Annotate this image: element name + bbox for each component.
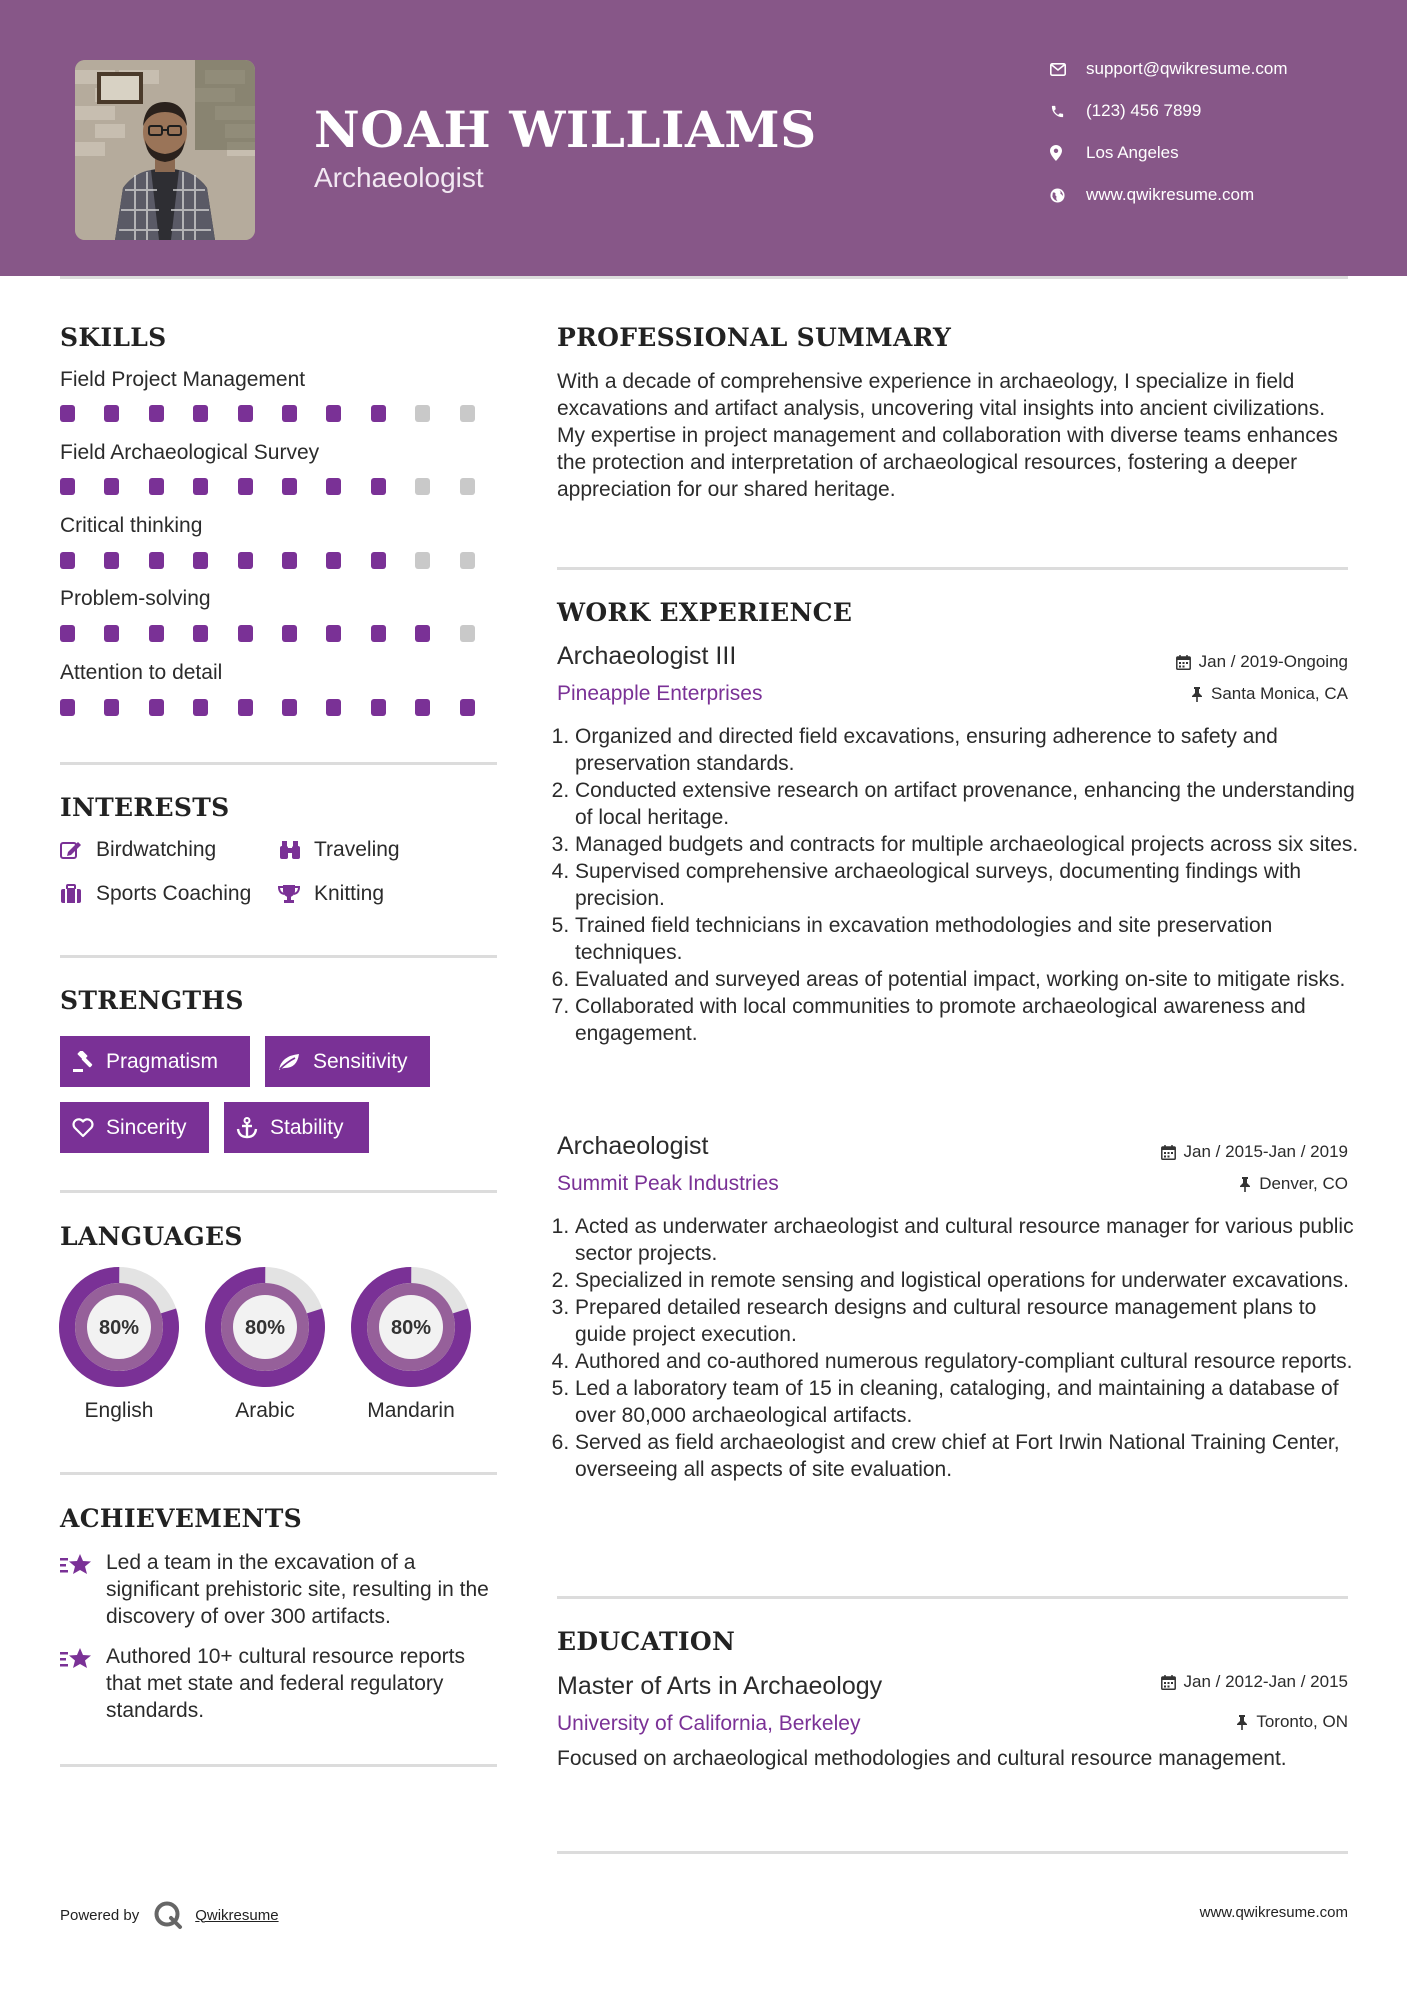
strength-tag [224, 1102, 369, 1153]
skill-rating [60, 405, 500, 423]
duty-item: 5. Trained field technicians in excavation methodologies and site preservation techniques. [575, 912, 1365, 966]
duty-item: 4. Supervised comprehensive archaeological surveys, documenting findings with precision. [575, 858, 1365, 912]
strength-label: Sincerity [106, 1115, 187, 1139]
strength-tag [60, 1102, 209, 1153]
skills-heading: SKILLS [60, 323, 167, 352]
rating-dot-filled [371, 552, 386, 569]
rating-dot-filled [282, 405, 297, 422]
achievements-heading: ACHIEVEMENTS [60, 1504, 302, 1533]
job-duties [557, 723, 1365, 1047]
pencil-square-icon [60, 840, 96, 860]
skill-label: Attention to detail [60, 661, 223, 684]
interest-item [60, 882, 251, 906]
job-title: Archaeologist [557, 1132, 709, 1160]
rating-dot-filled [193, 478, 208, 495]
section-divider [557, 1596, 1348, 1599]
rating-dot-filled [149, 699, 164, 716]
education-location [1236, 1712, 1348, 1732]
duty-item: 1. Organized and directed field excavations, ensuring adherence to safety and preservation standards. [575, 723, 1365, 777]
language-item [203, 1265, 327, 1423]
experience-heading: WORK EXPERIENCE [557, 598, 853, 627]
rating-dot-filled [371, 699, 386, 716]
rating-dot-empty [460, 625, 475, 642]
skill-rating [60, 699, 500, 717]
candidate-title: Archaeologist [314, 162, 484, 193]
rating-dot-filled [104, 699, 119, 716]
qwikresume-link[interactable]: Qwikresume [195, 1906, 279, 1924]
pushpin-icon [1239, 1177, 1251, 1192]
rating-dot-filled [371, 405, 386, 422]
job-title: Archaeologist III [557, 642, 737, 670]
star-list-icon [60, 1549, 106, 1630]
rating-dot-filled [60, 405, 75, 422]
rating-dot-filled [371, 625, 386, 642]
rating-dot-empty [415, 405, 430, 422]
duty-item: 6. Evaluated and surveyed areas of potential impact, working on-site to mitigate risks. [575, 966, 1365, 993]
section-divider [60, 1472, 497, 1475]
contact-website-text: www.qwikresume.com [1086, 185, 1255, 204]
duty-item: 3. Managed budgets and contracts for multiple archaeological projects across six sites. [575, 831, 1365, 858]
powered-by-text: Powered by [60, 1906, 140, 1924]
rating-dot-filled [193, 699, 208, 716]
rating-dot-filled [238, 405, 253, 422]
strength-label: Stability [270, 1115, 344, 1139]
rating-dot-filled [104, 478, 119, 495]
job-dates [1161, 1142, 1348, 1162]
calendar-icon [1176, 655, 1191, 670]
rating-dot-filled [104, 625, 119, 642]
binoculars-icon [278, 840, 314, 860]
job-location [1191, 684, 1348, 704]
footer-powered-by [60, 1900, 279, 1930]
rating-dot-filled [149, 478, 164, 495]
star-list-icon [60, 1643, 106, 1724]
company-name: Pineapple Enterprises [557, 682, 763, 705]
section-divider [60, 762, 497, 765]
contact-email[interactable] [1050, 52, 1370, 86]
interest-label: Knitting [314, 882, 385, 905]
rating-dot-filled [282, 552, 297, 569]
job-duties [557, 1213, 1365, 1483]
strengths-heading: STRENGTHS [60, 986, 244, 1015]
rating-dot-filled [149, 552, 164, 569]
job-location-text: Denver, CO [1259, 1174, 1348, 1193]
job-dates-text: Jan / 2019-Ongoing [1198, 652, 1348, 671]
candidate-name: NOAH WILLIAMS [314, 100, 817, 159]
rating-dot-empty [460, 405, 475, 422]
job-dates-text: Jan / 2015-Jan / 2019 [1183, 1142, 1348, 1161]
language-percent: 80% [244, 1317, 286, 1339]
summary-text: With a decade of comprehensive experience in archaeology, I specialize in field excavations and artifact analysis, uncovering vital insights into ancient civilizations. My expertise in project management and collaboration with diverse teams enhances the protection and interpretation of archaeological resources, fostering a deeper appreciation for our shared heritage. [557, 370, 1338, 501]
section-divider [60, 955, 497, 958]
interest-label: Birdwatching [96, 838, 217, 861]
rating-dot-filled [104, 552, 119, 569]
header-divider [60, 276, 1348, 279]
achievement-text: Led a team in the excavation of a significant prehistoric site, resulting in the discovery of over 300 artifacts. [106, 1551, 489, 1628]
school-name: University of California, Berkeley [557, 1712, 861, 1735]
language-ring [203, 1265, 327, 1389]
section-divider [60, 1764, 497, 1767]
pushpin-icon [1191, 687, 1203, 702]
interest-item [60, 838, 216, 862]
strength-tag [60, 1036, 250, 1087]
rating-dot-filled [60, 552, 75, 569]
education-heading: EDUCATION [557, 1627, 736, 1656]
rating-dot-filled [193, 552, 208, 569]
duty-item: 6. Served as field archaeologist and crew chief at Fort Irwin National Training Center, overseeing all aspects of site evaluation. [575, 1429, 1365, 1483]
interest-item [278, 838, 400, 862]
rating-dot-filled [149, 405, 164, 422]
achievement-text: Authored 10+ cultural resource reports that met state and federal regulatory standards. [106, 1645, 465, 1722]
gavel-icon [72, 1051, 94, 1073]
briefcase-icon [60, 884, 96, 904]
language-label: Mandarin [367, 1399, 455, 1422]
interest-label: Traveling [314, 838, 400, 861]
education-dates-text: Jan / 2012-Jan / 2015 [1183, 1672, 1348, 1691]
skill-label: Field Archaeological Survey [60, 441, 320, 464]
envelope-icon [1050, 63, 1086, 76]
rating-dot-empty [415, 552, 430, 569]
language-percent: 80% [390, 1317, 432, 1339]
rating-dot-filled [326, 625, 341, 642]
leaf-icon [277, 1052, 301, 1072]
language-item [57, 1265, 181, 1423]
duty-item: 2. Specialized in remote sensing and logistical operations for underwater excavations. [575, 1267, 1365, 1294]
rating-dot-filled [282, 478, 297, 495]
rating-dot-empty [460, 552, 475, 569]
summary-heading: PROFESSIONAL SUMMARY [557, 323, 952, 352]
trophy-icon [278, 884, 314, 904]
job-dates [1176, 652, 1348, 672]
language-ring [57, 1265, 181, 1389]
skill-label: Field Project Management [60, 368, 306, 391]
rating-dot-filled [326, 405, 341, 422]
duty-item: 1. Acted as underwater archaeologist and cultural resource manager for various public sector projects. [575, 1213, 1365, 1267]
location-pin-icon [1050, 145, 1086, 161]
skill-label: Problem-solving [60, 587, 211, 610]
achievement-item [60, 1643, 500, 1724]
education-location-text: Toronto, ON [1256, 1712, 1348, 1731]
rating-dot-filled [238, 625, 253, 642]
qwikresume-logo-icon [153, 1900, 183, 1930]
rating-dot-filled [282, 625, 297, 642]
contact-location-text: Los Angeles [1086, 143, 1179, 162]
skill-rating [60, 625, 500, 643]
skill-rating [60, 478, 500, 496]
calendar-icon [1161, 1675, 1176, 1690]
rating-dot-filled [460, 699, 475, 716]
duty-item: 5. Led a laboratory team of 15 in cleaning, cataloging, and maintaining a database of over 80,000 archaeological artifacts. [575, 1375, 1365, 1429]
languages-heading: LANGUAGES [60, 1222, 243, 1251]
rating-dot-filled [371, 478, 386, 495]
contact-phone[interactable] [1050, 94, 1370, 128]
duty-item: 4. Authored and co-authored numerous regulatory-compliant cultural resource reports. [575, 1348, 1365, 1375]
interest-item [278, 882, 384, 906]
language-percent: 80% [98, 1317, 140, 1339]
contact-location [1050, 136, 1370, 170]
skill-label: Critical thinking [60, 514, 203, 537]
interest-label: Sports Coaching [96, 882, 252, 905]
duty-item: 7. Collaborated with local communities to promote archaeological awareness and engagement. [575, 993, 1365, 1047]
rating-dot-filled [60, 625, 75, 642]
language-ring [349, 1265, 473, 1389]
rating-dot-filled [60, 478, 75, 495]
section-divider [557, 1851, 1348, 1854]
pushpin-icon [1236, 1715, 1248, 1730]
rating-dot-filled [238, 478, 253, 495]
rating-dot-filled [149, 625, 164, 642]
rating-dot-filled [193, 625, 208, 642]
rating-dot-filled [415, 699, 430, 716]
profile-photo [75, 60, 255, 240]
strength-tag [265, 1036, 430, 1087]
section-divider [557, 567, 1348, 570]
rating-dot-filled [282, 699, 297, 716]
strength-label: Pragmatism [106, 1049, 219, 1073]
rating-dot-filled [193, 405, 208, 422]
job-location [1239, 1174, 1348, 1194]
duty-item: 2. Conducted extensive research on artifact provenance, enhancing the understanding of local heritage. [575, 777, 1365, 831]
contact-email-text: support@qwikresume.com [1086, 59, 1288, 78]
language-label: English [84, 1399, 154, 1422]
rating-dot-filled [326, 699, 341, 716]
rating-dot-empty [415, 478, 430, 495]
language-label: Arabic [235, 1399, 295, 1422]
footer-website[interactable]: www.qwikresume.com [1199, 1904, 1348, 1921]
duty-item: 3. Prepared detailed research designs and cultural resource management plans to guide project execution. [575, 1294, 1365, 1348]
header-banner [0, 0, 1407, 276]
education-description: Focused on archaeological methodologies and cultural resource management. [557, 1747, 1287, 1770]
section-divider [60, 1190, 497, 1193]
anchor-icon [236, 1117, 258, 1139]
rating-dot-empty [460, 478, 475, 495]
education-dates [1161, 1672, 1348, 1692]
contact-phone-text: (123) 456 7899 [1086, 101, 1202, 120]
rating-dot-filled [104, 405, 119, 422]
globe-icon [1050, 188, 1086, 203]
language-item [349, 1265, 473, 1423]
strength-label: Sensitivity [313, 1049, 408, 1073]
achievement-item [60, 1549, 500, 1630]
rating-dot-filled [326, 552, 341, 569]
company-name: Summit Peak Industries [557, 1172, 779, 1195]
degree-title: Master of Arts in Archaeology [557, 1672, 883, 1700]
heart-icon [72, 1118, 94, 1138]
calendar-icon [1161, 1145, 1176, 1160]
skill-rating [60, 552, 500, 570]
rating-dot-filled [60, 699, 75, 716]
phone-icon [1050, 104, 1086, 119]
rating-dot-filled [238, 552, 253, 569]
interests-heading: INTERESTS [60, 793, 230, 822]
job-location-text: Santa Monica, CA [1210, 684, 1348, 703]
rating-dot-filled [326, 478, 341, 495]
rating-dot-filled [238, 699, 253, 716]
contact-website[interactable] [1050, 178, 1370, 212]
rating-dot-filled [415, 625, 430, 642]
